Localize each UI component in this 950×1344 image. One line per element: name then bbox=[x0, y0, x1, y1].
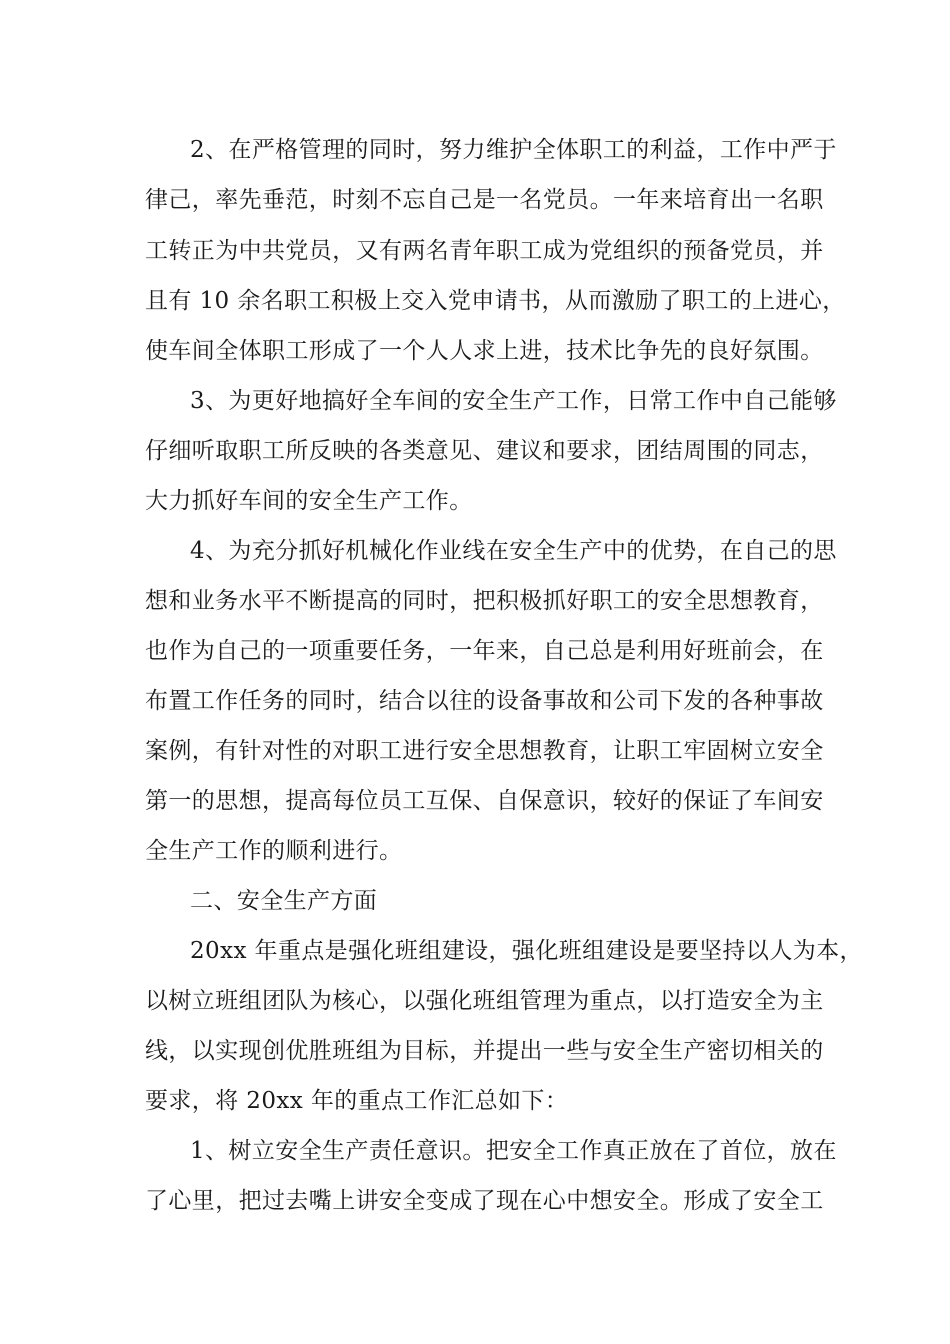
paragraph-2-line-1: 2、在严格管理的同时，努力维护全体职工的利益，工作中严于 bbox=[190, 137, 837, 163]
section-heading: 二、安全生产方面 bbox=[190, 888, 378, 914]
paragraph-4-line-4: 布置工作任务的同时，结合以往的设备事故和公司下发的各种事故 bbox=[145, 688, 824, 714]
paragraph-3-line-2: 仔细听取职工所反映的各类意见、建议和要求，团结周围的同志， bbox=[145, 438, 824, 464]
paragraph-5-line-4: 要求，将 20xx 年的重点工作汇总如下： bbox=[145, 1088, 569, 1114]
paragraph-2-line-3: 工转正为中共党员，又有两名青年职工成为党组织的预备党员，并 bbox=[145, 238, 824, 264]
paragraph-2-line-4: 且有 10 余名职工积极上交入党申请书，从而激励了职工的上进心， bbox=[145, 288, 846, 314]
paragraph-2-line-5: 使车间全体职工形成了一个人人求上进，技术比争先的良好氛围。 bbox=[145, 338, 824, 364]
paragraph-3-line-1: 3、为更好地搞好全车间的安全生产工作，日常工作中自己能够 bbox=[190, 388, 837, 414]
paragraph-5-line-1: 20xx 年重点是强化班组建设，强化班组建设是要坚持以人为本， bbox=[190, 938, 863, 964]
paragraph-4-line-6: 第一的思想，提高每位员工互保、自保意识，较好的保证了车间安 bbox=[145, 788, 824, 814]
paragraph-6-line-2: 了心里，把过去嘴上讲安全变成了现在心中想安全。形成了安全工 bbox=[145, 1188, 824, 1214]
paragraph-5-line-3: 线，以实现创优胜班组为目标，并提出一些与安全生产密切相关的 bbox=[145, 1038, 824, 1064]
paragraph-4-line-3: 也作为自己的一项重要任务，一年来，自己总是利用好班前会，在 bbox=[145, 638, 824, 664]
paragraph-6-line-1: 1、树立安全生产责任意识。把安全工作真正放在了首位，放在 bbox=[190, 1138, 837, 1164]
paragraph-2-line-2: 律己，率先垂范，时刻不忘自己是一名党员。一年来培育出一名职 bbox=[145, 187, 824, 213]
paragraph-4-line-1: 4、为充分抓好机械化作业线在安全生产中的优势，在自己的思 bbox=[190, 538, 837, 564]
paragraph-3-line-3: 大力抓好车间的安全生产工作。 bbox=[145, 488, 473, 514]
paragraph-4-line-2: 想和业务水平不断提高的同时，把积极抓好职工的安全思想教育， bbox=[145, 588, 824, 614]
paragraph-5-line-2: 以树立班组团队为核心，以强化班组管理为重点，以打造安全为主 bbox=[145, 988, 824, 1014]
paragraph-4-line-5: 案例，有针对性的对职工进行安全思想教育，让职工牢固树立安全 bbox=[145, 738, 824, 764]
paragraph-4-line-7: 全生产工作的顺利进行。 bbox=[145, 838, 403, 864]
